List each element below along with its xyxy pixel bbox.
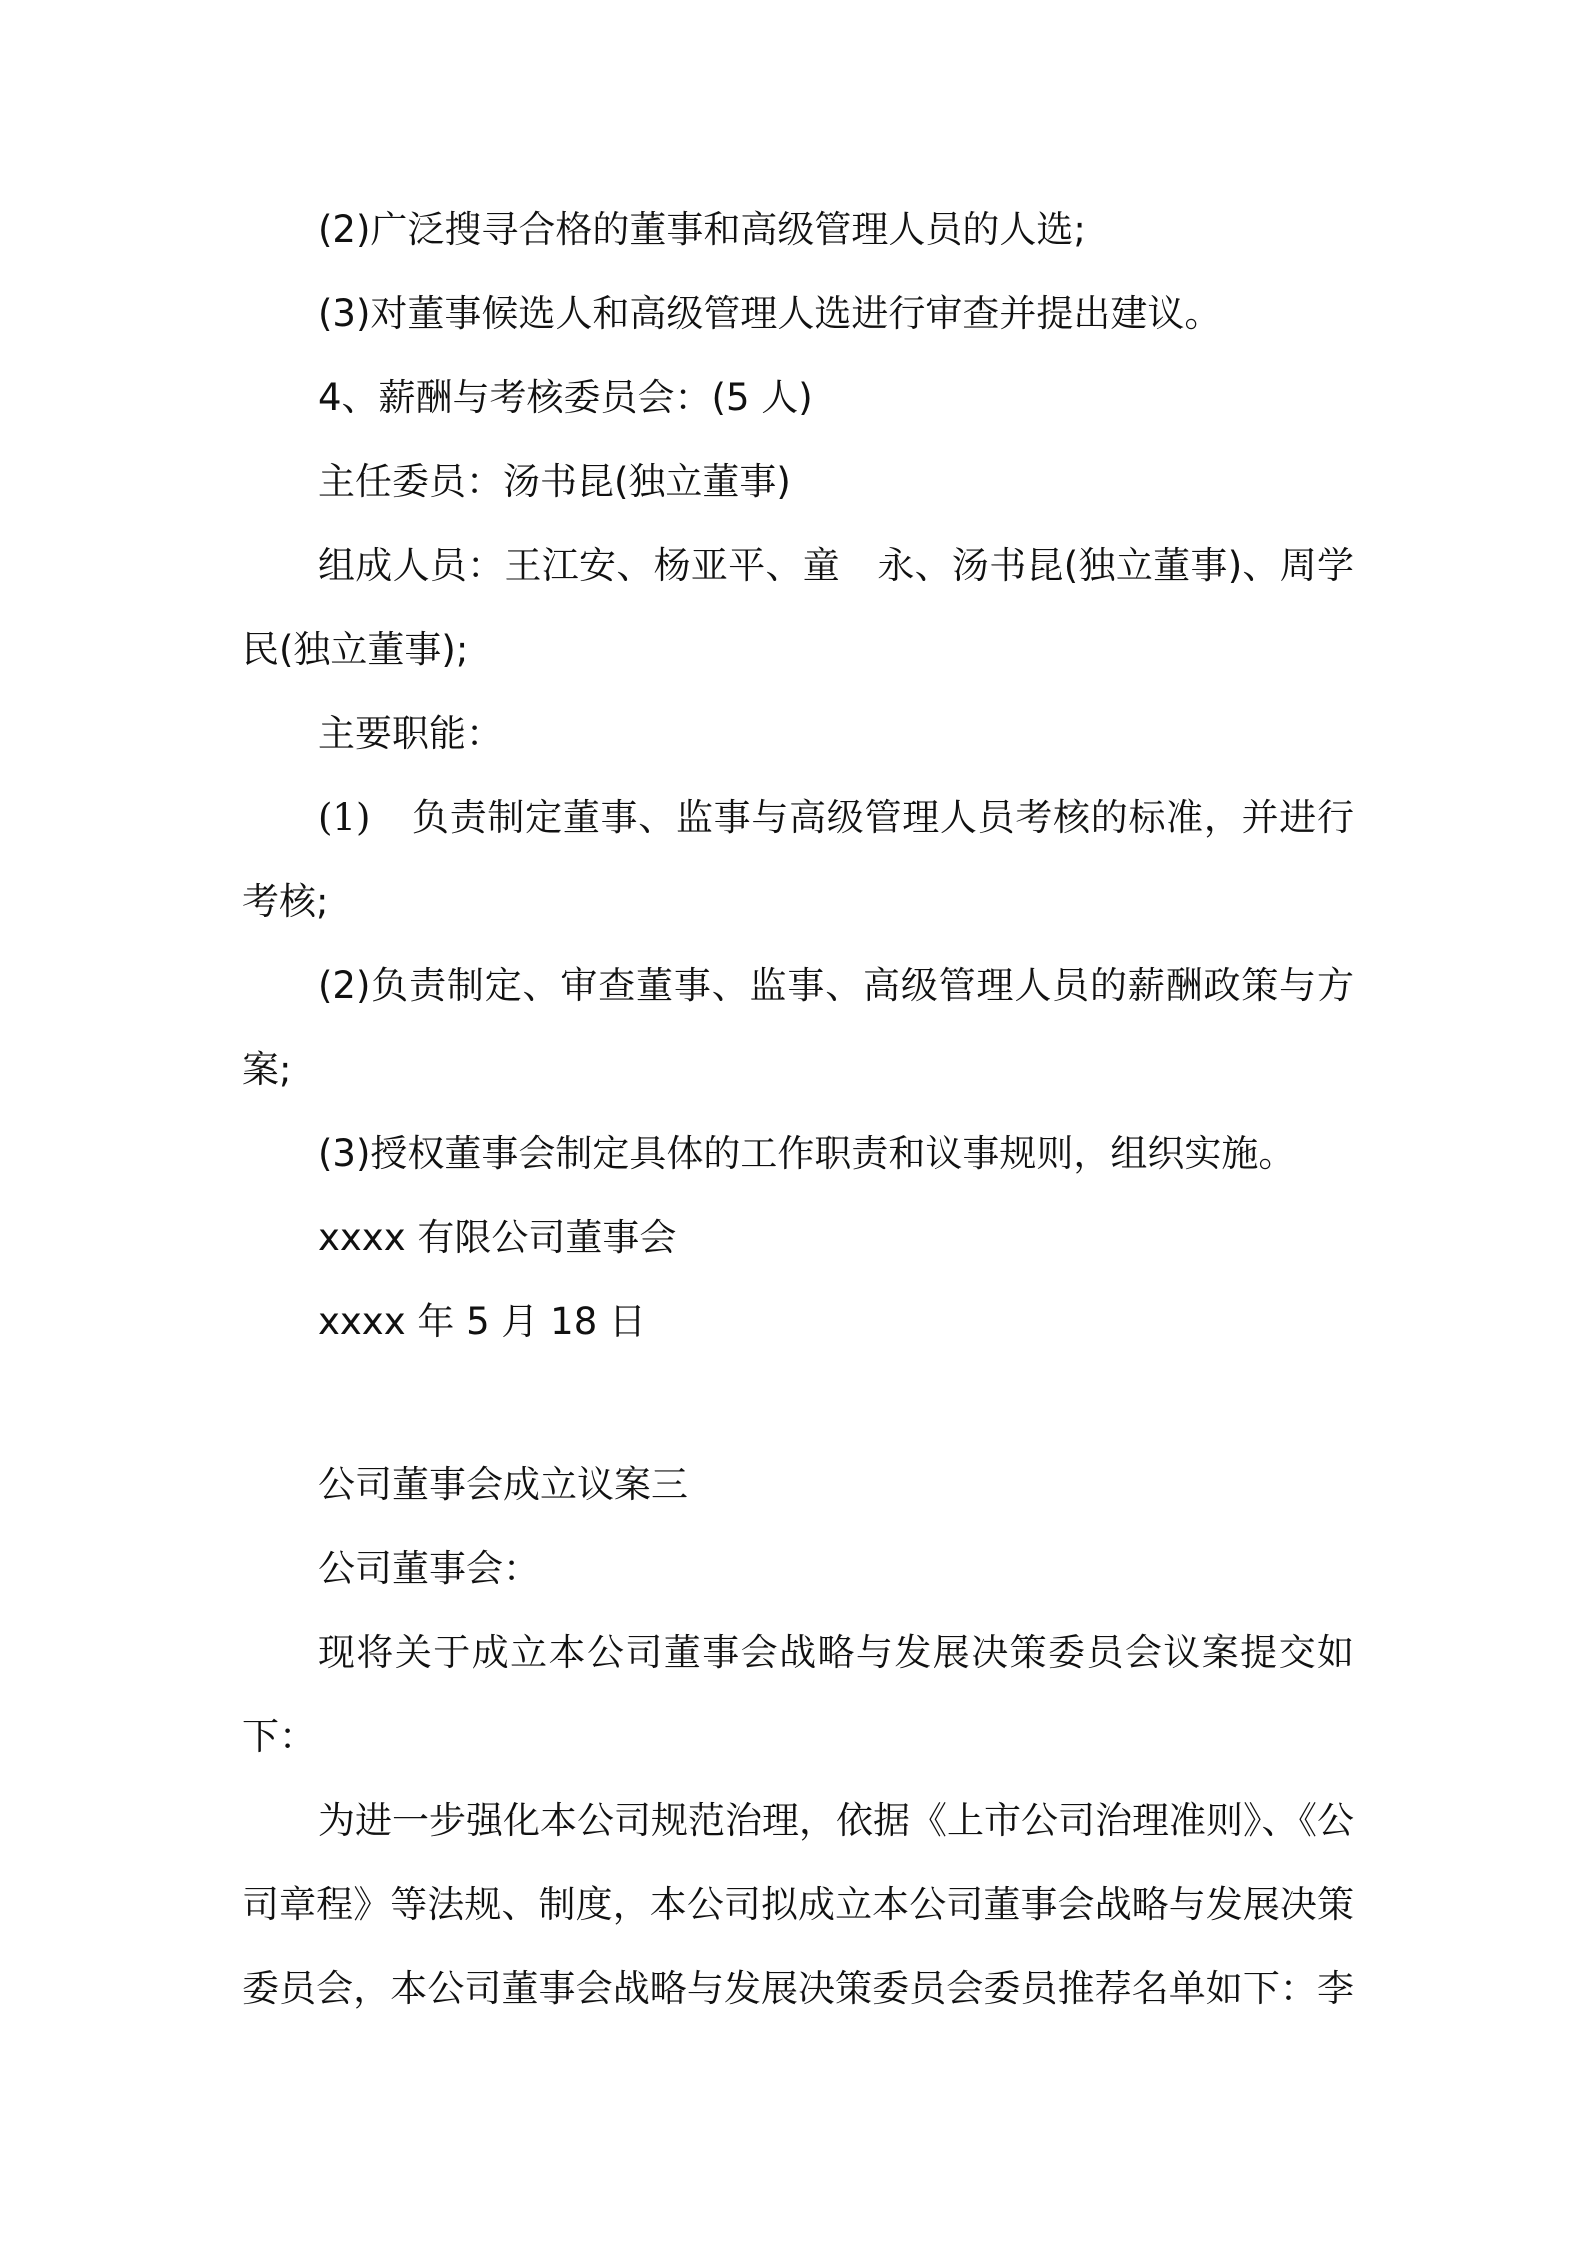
text-line: 为进一步强化本公司规范治理，依据《上市公司治理准则》、《公 bbox=[318, 1799, 1354, 1842]
text-line: 公司董事会： bbox=[318, 1547, 540, 1590]
text-line: 考核; bbox=[242, 880, 329, 923]
text-line: 委员会，本公司董事会战略与发展决策委员会委员推荐名单如下：李 bbox=[242, 1967, 1354, 2010]
text-line: 民(独立董事); bbox=[242, 628, 469, 671]
text-line: xxxx 年 5 月 18 日 bbox=[318, 1300, 647, 1343]
text-line: 主任委员：汤书昆(独立董事) bbox=[318, 460, 791, 503]
list-marker: (1) bbox=[318, 796, 371, 839]
text-line: 组成人员：王江安、杨亚平、童 永、汤书昆(独立董事)、周学 bbox=[318, 544, 1354, 587]
text-line: (3)对董事候选人和高级管理人选进行审查并提出建议。 bbox=[318, 292, 1222, 335]
text-line: (2)广泛搜寻合格的董事和高级管理人员的人选; bbox=[318, 208, 1086, 251]
text-line: 下： bbox=[242, 1715, 316, 1758]
text-line: 主要职能： bbox=[318, 712, 503, 755]
text-line: (3)授权董事会制定具体的工作职责和议事规则，组织实施。 bbox=[318, 1132, 1296, 1175]
text-line: 现将关于成立本公司董事会战略与发展决策委员会议案提交如 bbox=[318, 1631, 1354, 1674]
text-line: 4、薪酬与考核委员会：(5 人) bbox=[318, 376, 813, 419]
text-line: 案; bbox=[242, 1048, 292, 1091]
text-line: 负责制定董事、监事与高级管理人员考核的标准，并进行 bbox=[412, 796, 1354, 839]
text-line: (2)负责制定、审查董事、监事、高级管理人员的薪酬政策与方 bbox=[318, 964, 1354, 1007]
text-line: 司章程》等法规、制度，本公司拟成立本公司董事会战略与发展决策 bbox=[242, 1883, 1354, 1926]
text-line: xxxx 有限公司董事会 bbox=[318, 1216, 677, 1259]
section-title: 公司董事会成立议案三 bbox=[318, 1463, 688, 1506]
